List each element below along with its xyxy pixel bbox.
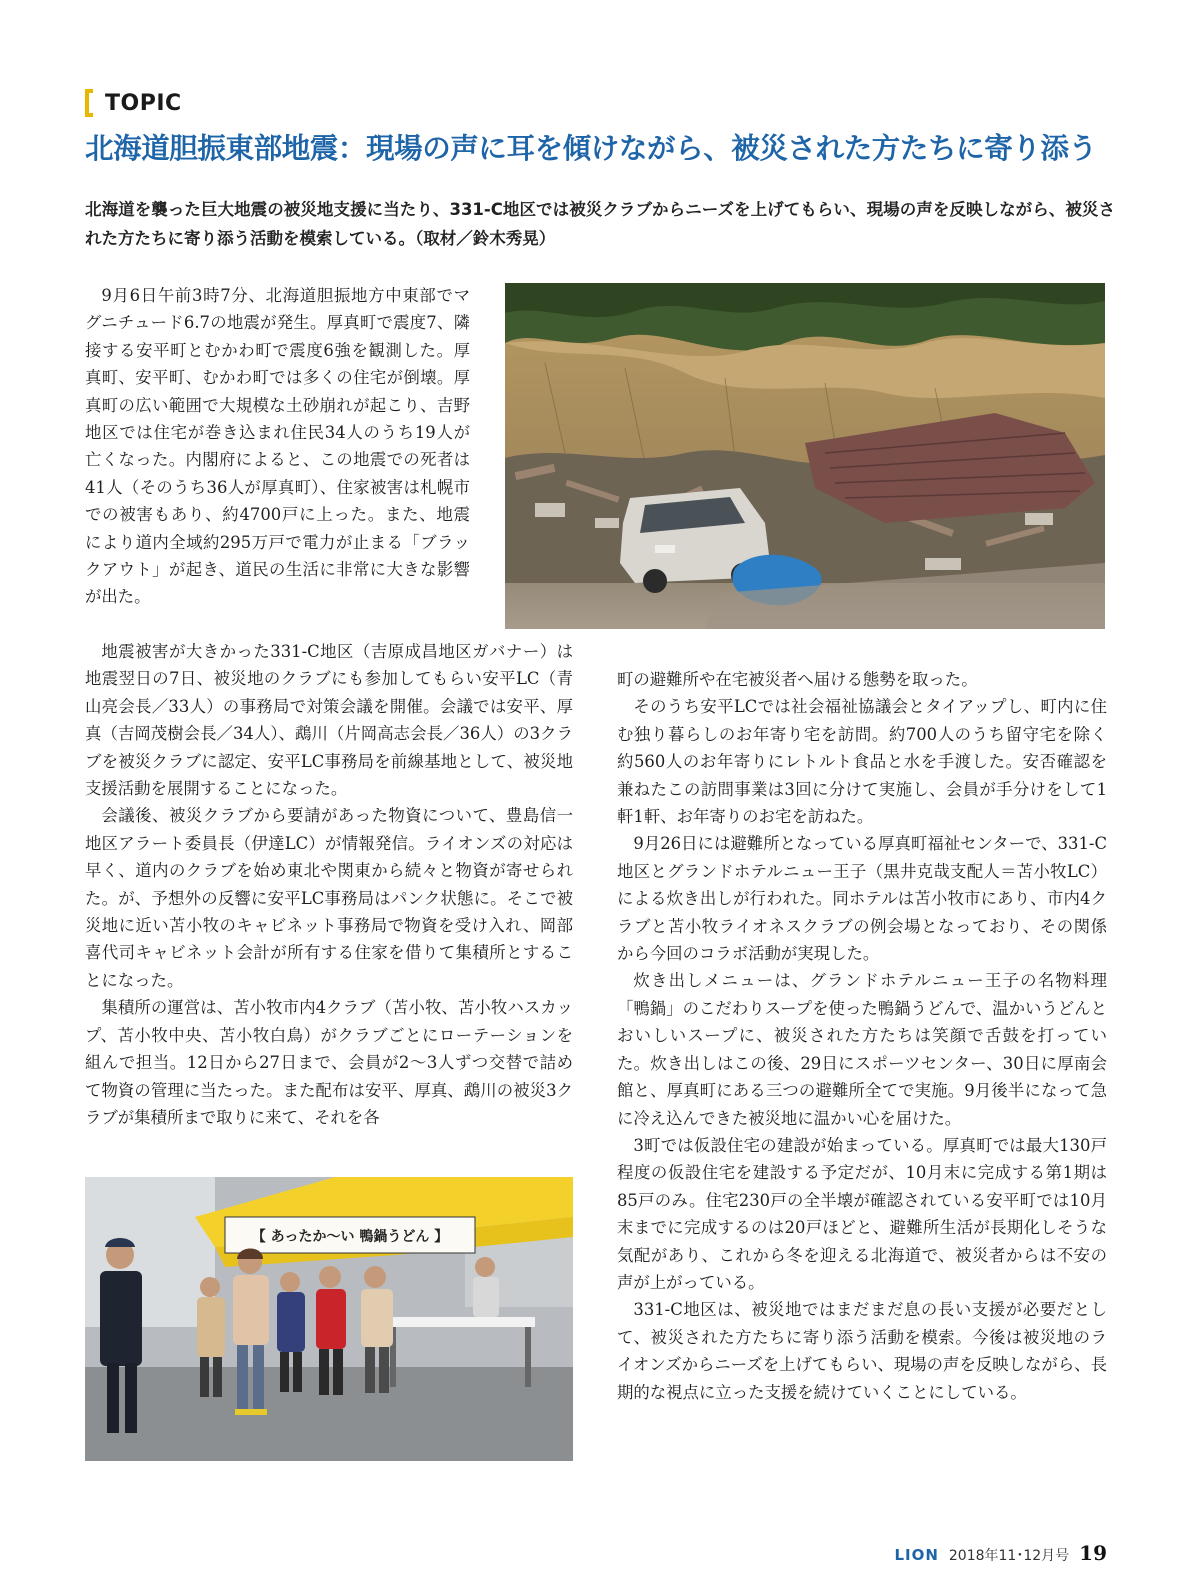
paragraph: 331-C地区は、被災地ではまだまだ息の長い支援が必要だとして、被災された方たちに寄り添う活動を模索。今後は被災地のライオンズからニーズを上げてもらい、現場の声を反映しながら、長期的な視点に立った支援を続けていくことにしている。 — [617, 1300, 1107, 1402]
paragraph: 炊き出しメニューは、グランドホテルニュー王子の名物料理「鴨鍋」のこだわりスープを使った鴨鍋うどんで、温かいうどんとおいしいスープに、被災された方たちは笑顔で舌鼓を打っていた。炊き出しはこの後、29日にスポーツセンター、30日に厚南会館と、厚真町にある三つの避難所全てで実施。9月後半になって急に冷え込んできた被災地に温かい心を届けた。 — [617, 971, 1107, 1128]
paragraph: そのうち安平LCでは社会福祉協議会とタイアップし、町内に住む独り暮らしのお年寄り宅を訪問。約700人のうち留守宅を除く約560人のお年寄りにレトルト食品と水を手渡した。安否確認を兼ねたこの訪問事業は3回に分けて実施し、会員が手分けをして1軒1軒、お年寄りのお宅を訪ねた。 — [617, 697, 1107, 827]
paragraph: 集積所の運営は、苫小牧市内4クラブ（苫小牧、苫小牧ハスカップ、苫小牧中央、苫小牧白鳥）がクラブごとにローテーションを組んで担当。12日から27日まで、会員が2～3人ずつ交替で詰めて物資の管理に当たった。また配布は安平、厚真、鵡川の被災3クラブが集積所まで取りに来て、それを各 — [85, 998, 573, 1127]
paragraph: 町の避難所や在宅被災者へ届ける態勢を取った。 — [617, 670, 978, 689]
topic-label: TOPIC — [105, 90, 182, 116]
paragraph: 9月26日には避難所となっている厚真町福祉センターで、331-C地区とグランドホテルニュー王子（黒井克哉支配人＝苫小牧LC）による炊き出しが行われた。同ホテルは苫小牧市にあり、市内4クラブと苫小牧ライオネスクラブの例会場となっており、その関係から今回のコラボ活動が実現した。 — [617, 834, 1107, 964]
column-1-upper — [85, 282, 470, 611]
soup-kitchen-photo — [85, 1177, 573, 1461]
issue-date: 2018年11･12月号 — [948, 1548, 1070, 1564]
paragraph: 会議後、被災クラブから要請があった物資について、豊島信一地区アラート委員長（伊達LC）が情報発信。ライオンズの対応は早く、道内のクラブを始め東北や関東から続々と物資が寄せられた。が、予想外の反響に安平LC事務局はパンク状態に。そこで被災地に近い苫小牧のキャビネット事務局で物資を受け入れ、岡部喜代司キャビネット会計が所有する住家を借りて集積所とすることになった。 — [85, 806, 573, 990]
page-number: 19 — [1079, 1541, 1107, 1565]
paragraph: 3町では仮設住宅の建設が始まっている。厚真町では最大130戸程度の仮設住宅を建設する予定だが、10月末に完成する第1期は85戸のみ。住宅230戸の全半壊が確認されている安平町では10月末までに完成するのは20戸ほどと、避難所生活が長期化しそうな気配があり、これから冬を迎える北海道で、被災者からは不安の声が上がっている。 — [617, 1135, 1107, 1292]
landslide-photo — [505, 283, 1105, 629]
column-1-lower — [85, 638, 573, 1131]
article-lead: 北海道を襲った巨大地震の被災地支援に当たり、331-C地区では被災クラブからニーズを上げてもらい、現場の声を反映しながら、被災された方たちに寄り添う活動を模索している。（取材／鈴木秀晃） — [85, 200, 1115, 248]
paragraph: 9月6日午前3時7分、北海道胆振地方中東部でマグニチュード6.7の地震が発生。厚真町で震度7、隣接する安平町とむかわ町で震度6強を観測した。厚真町、安平町、むかわ町では多くの住宅が倒壊。厚真町の広い範囲で大規模な土砂崩れが起こり、吉野地区では住宅が巻き込まれ住民34人のうち19人が亡くなった。内閣府によると、この地震での死者は41人（そのうち36人が厚真町）、住家被害は札幌市での被害もあり、約4700戸に上った。また、地震により道内全域約295万戸で電力が止まる「ブラックアウト」が起き、道民の生活に非常に大きな影響が出た。 — [85, 286, 470, 607]
topic-bracket-icon — [85, 89, 93, 117]
column-2 — [617, 666, 1107, 1406]
paragraph: 地震被害が大きかった331-C地区（吉原成昌地区ガバナー）は地震翌日の7日、被災地のクラブにも参加してもらい安平LC（青山亮会長／33人）の事務局で対策会議を開催。会議では安平、厚真（吉岡茂樹会長／34人）、鵡川（片岡高志会長／36人）の3クラブを被災クラブに認定、安平LC事務局を前線基地として、被災地支援活動を展開することになった。 — [85, 642, 573, 799]
magazine-name: LION — [894, 1546, 939, 1564]
page-footer — [894, 1541, 1107, 1565]
banner-text: 【 あったか～い 鴨鍋うどん 】 — [251, 1229, 449, 1245]
article-headline: 北海道胆振東部地震：現場の声に耳を傾けながら、被災された方たちに寄り添う — [85, 132, 1097, 165]
topic-tag — [85, 88, 182, 118]
